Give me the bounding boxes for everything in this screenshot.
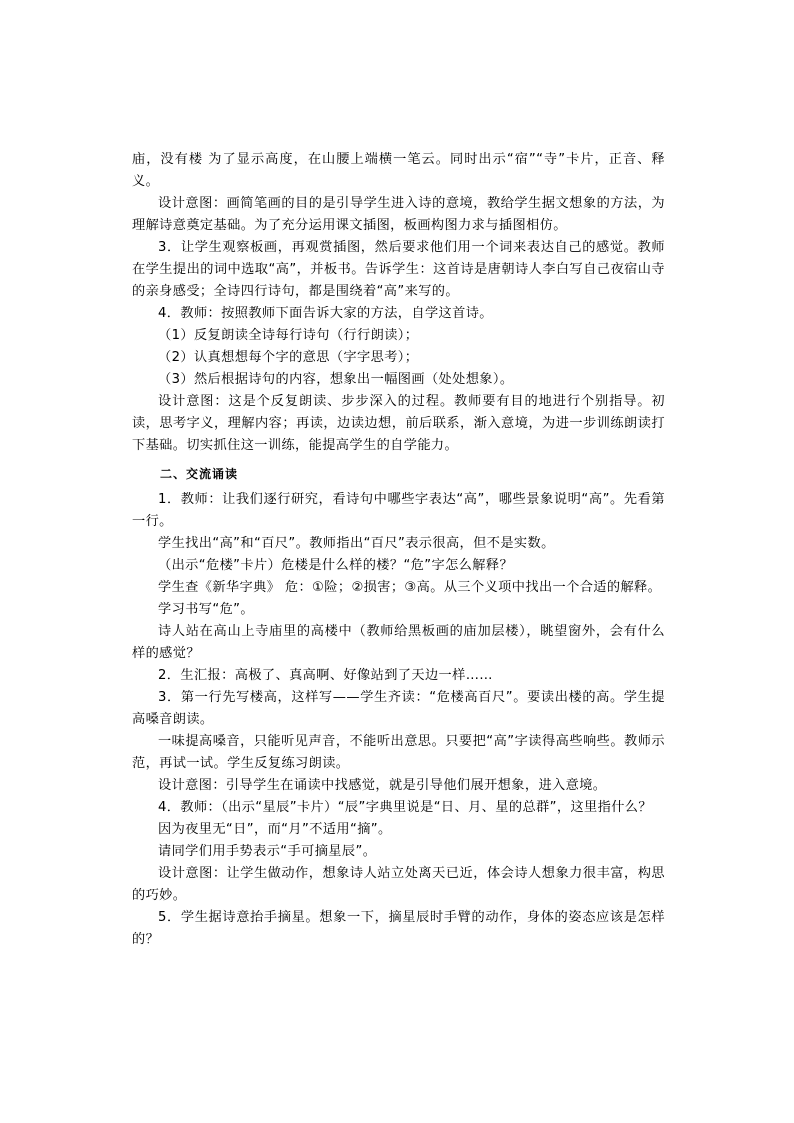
paragraph: 设计意图：画简笔画的目的是引导学生进入诗的意境，教给学生据文想象的方法，为理解诗意奠定基础。为了充分运用课文插图，板画构图力求与插图相仿。 [132,196,665,233]
paragraph: 4．教师：按照教师下面告诉大家的方法，自学这首诗。 [158,306,493,321]
list-item: （2）认真想想每个字的意思（字字思考）； [158,350,419,365]
document-page [132,149,665,951]
paragraph: 3．让学生观察板画，再观赏插图，然后要求他们用一个词来表达自己的感觉。教师在学生提出的词中选取“高”，并板书。告诉学生：这首诗是唐朝诗人李白写自己夜宿山寺的亲身感受；全诗四行诗句，都是围绕着“高”来写的。 [132,240,665,299]
paragraph: 诗人站在高山上寺庙里的高楼中（教师给黑板画的庙加层楼），眺望窗外，会有什么样的感觉？ [132,624,665,661]
section-heading: 二、交流诵读 [160,467,239,481]
paragraph: （出示“危楼”卡片）危楼是什么样的楼？“危”字怎么解释？ [158,558,514,573]
paragraph: 设计意图：这是个反复朗读、步步深入的过程。教师要有目的地进行个别指导。初读，思考字义，理解内容；再读，边读边想，前后联系，渐入意境，为进一步训练朗读打下基础。切实抓住这一训练，能提高学生的自学能力。 [132,394,665,453]
paragraph: 庙，没有楼 为了显示高度，在山腰上端横一笔云。同时出示“宿”“寺”卡片，正音、释义。 [132,152,665,189]
paragraph: 学生找出“高”和“百尺”。教师指出“百尺”表示很高，但不是实数。 [158,536,555,551]
paragraph: 4．教师：（出示“星辰”卡片）“辰”字典里说是“日、月、星的总群”，这里指什么？ [158,800,652,815]
paragraph: 设计意图：引导学生在诵读中找感觉，就是引导他们展开想象，进入意境。 [158,778,607,793]
paragraph: 一味提高嗓音，只能听见声音，不能听出意思。只要把“高”字读得高些响些。教师示范，再试一试。学生反复练习朗读。 [132,734,665,771]
paragraph: 因为夜里无“日”，而“月”不适用“摘”。 [158,822,392,837]
paragraph: 学生查《新华字典》 危：①险；②损害；③高。从三个义项中找出一个合适的解释。 [158,580,662,595]
paragraph: 3．第一行先写楼高，这样写——学生齐读：“危楼高百尺”。要读出楼的高。学生提高嗓音朗读。 [132,690,665,727]
paragraph: 设计意图：让学生做动作，想象诗人站立处离天已近，体会诗人想象力很丰富，构思的巧妙。 [132,866,665,903]
list-item: （3）然后根据诗句的内容，想象出一幅图画（处处想象）。 [158,372,514,387]
list-item: （1）反复朗读全诗每行诗句（行行朗读）； [158,328,419,343]
paragraph: 学习书写“危”。 [158,602,254,617]
paragraph: 5．学生据诗意抬手摘星。想象一下，摘星辰时手臂的动作，身体的姿态应该是怎样的？ [132,910,665,947]
paragraph: 2．生汇报：高极了、真高啊、好像站到了天边一样…… [158,668,493,683]
paragraph: 请同学们用手势表示“手可摘星辰”。 [158,844,377,859]
paragraph: 1．教师：让我们逐行研究，看诗句中哪些字表达“高”，哪些景象说明“高”。先看第一行。 [132,492,665,529]
